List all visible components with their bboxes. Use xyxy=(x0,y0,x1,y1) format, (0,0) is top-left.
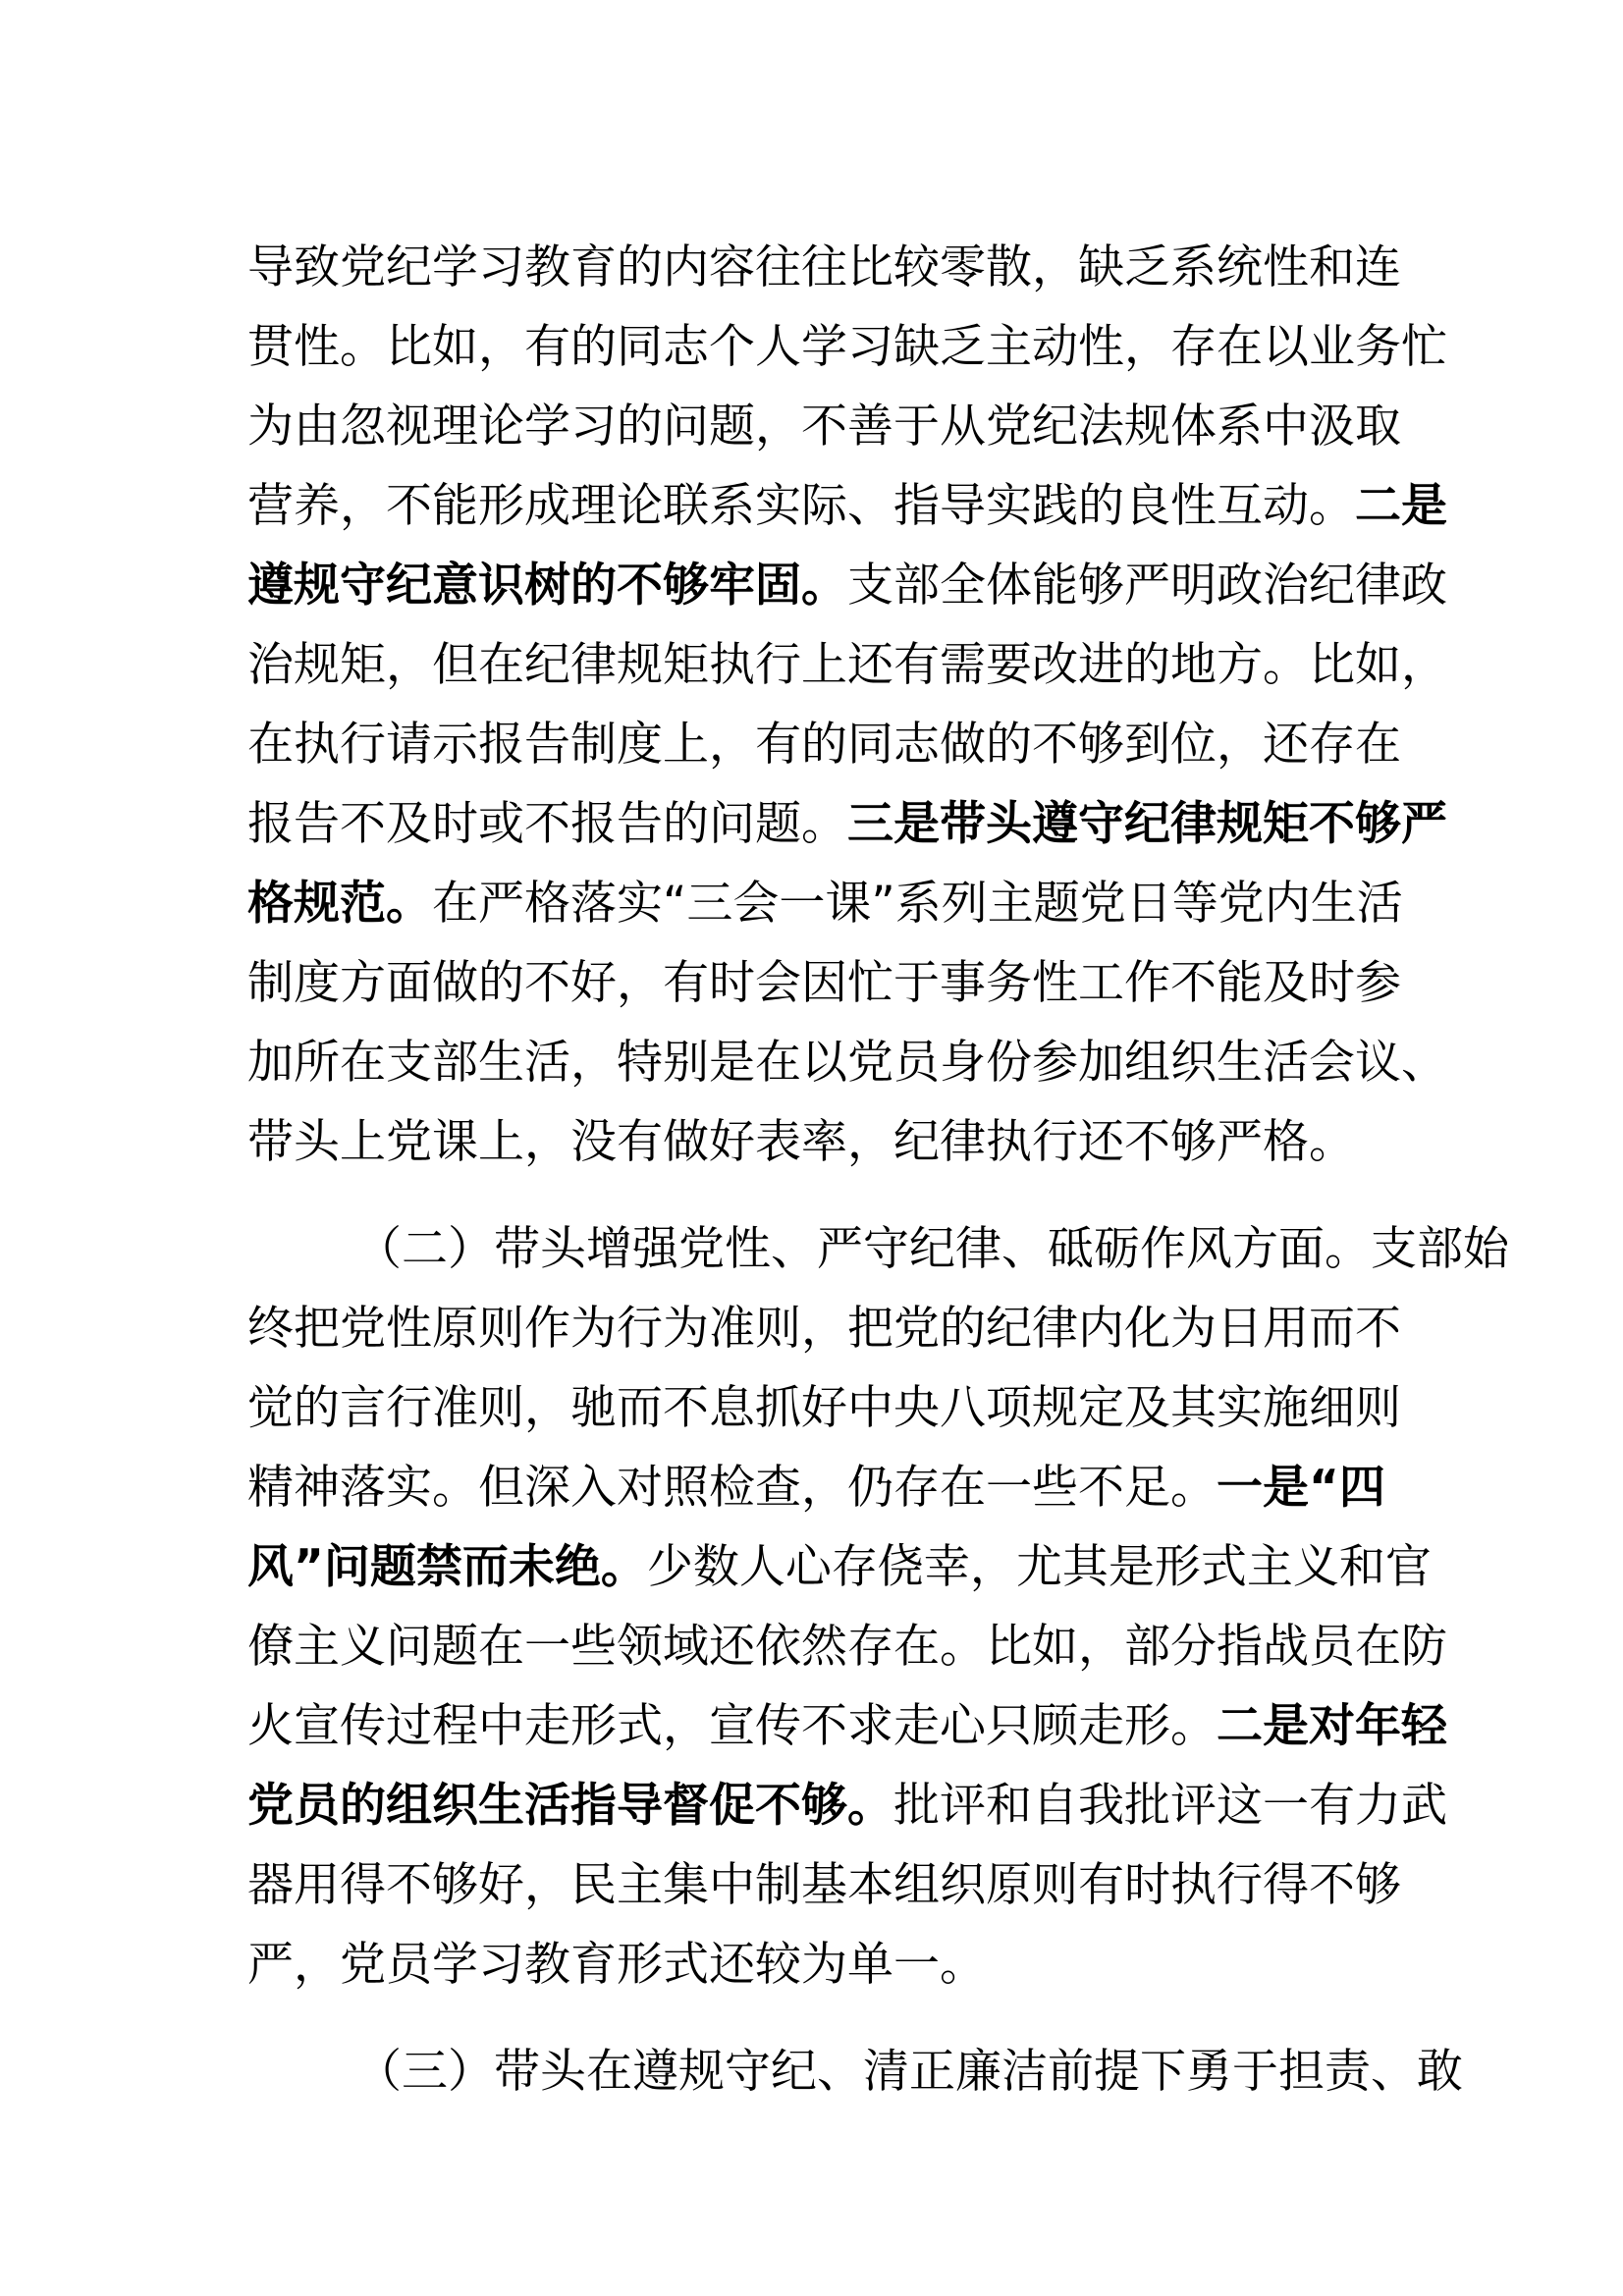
text-line xyxy=(247,2032,1463,2111)
text-segment: 觉的言行准则，驰而不息抓好中央八项规定及其实施细则 xyxy=(247,1381,1401,1435)
text-segment: 导致党纪学习教育的内容往往比较零散，缺乏系统性和连 xyxy=(247,240,1401,294)
text-line xyxy=(247,1289,1401,1368)
text-segment: 加所在支部生活，特别是在以党员身份参加组织生活会议、 xyxy=(247,1036,1447,1090)
text-segment: 终把党性原则作为行为准则，把党的纪律内化为日用而不 xyxy=(247,1302,1401,1356)
bold-text-segment: 风”问题禁而未绝。 xyxy=(247,1540,647,1594)
text-line xyxy=(247,705,1401,784)
text-segment: 在严格落实“三会一课”系列主题党日等党内生活 xyxy=(432,877,1403,931)
text-line xyxy=(247,1845,1401,1925)
bold-text-segment: 三是带头遵守纪律规矩不够严 xyxy=(847,797,1447,851)
text-segment: 制度方面做的不好，有时会因忙于事务性工作不能及时参 xyxy=(247,956,1401,1010)
bold-text-segment: 党员的组织生活指导督促不够。 xyxy=(247,1779,893,1833)
text-segment: 少数人心存侥幸，尤其是形式主义和官 xyxy=(646,1540,1432,1594)
text-line xyxy=(247,1368,1401,1448)
text-segment: 批评和自我批评这一有力武 xyxy=(893,1779,1447,1833)
text-line xyxy=(247,1925,1386,2004)
text-line xyxy=(247,1023,1447,1102)
text-segment: 营养，不能形成理论联系实际、指导实践的良性互动。 xyxy=(247,479,1355,533)
text-line xyxy=(247,1102,1386,1182)
bold-text-segment: 二是 xyxy=(1355,479,1447,533)
text-segment: 为由忽视理论学习的问题，不善于从党纪法规体系中汲取 xyxy=(247,400,1401,454)
text-segment: 报告不及时或不报告的问题。 xyxy=(247,797,847,851)
text-line xyxy=(247,864,1403,943)
text-line xyxy=(247,307,1447,387)
text-segment: （二）带头增强党性、严守纪律、砥砺作风方面。支部始 xyxy=(355,1222,1509,1276)
text-line xyxy=(247,466,1447,546)
text-segment: 在执行请示报告制度上，有的同志做的不够到位，还存在 xyxy=(247,718,1401,772)
text-segment: 僚主义问题在一些领域还依然存在。比如，部分指战员在防 xyxy=(247,1620,1447,1674)
text-line xyxy=(247,784,1447,864)
bold-text-segment: 二是对年轻 xyxy=(1217,1699,1447,1753)
text-line xyxy=(247,387,1401,466)
text-line xyxy=(247,1766,1447,1845)
text-line xyxy=(247,228,1401,307)
text-segment: （三）带头在遵规守纪、清正廉洁前提下勇于担责、敢 xyxy=(355,2045,1463,2099)
text-line xyxy=(247,943,1401,1023)
bold-text-segment: 格规范。 xyxy=(247,877,432,931)
text-segment: 严，党员学习教育形式还较为单一。 xyxy=(247,1938,986,1992)
text-segment: 器用得不够好，民主集中制基本组织原则有时执行得不够 xyxy=(247,1858,1401,1912)
bold-text-segment: 遵规守纪意识树的不够牢固。 xyxy=(247,559,847,613)
text-line xyxy=(247,1607,1447,1686)
text-line xyxy=(247,1527,1432,1607)
text-segment: 火宣传过程中走形式，宣传不求走心只顾走形。 xyxy=(247,1699,1217,1753)
text-segment: 精神落实。但深入对照检查，仍存在一些不足。 xyxy=(247,1461,1217,1515)
text-segment: 带头上党课上，没有做好表率，纪律执行还不够严格。 xyxy=(247,1115,1355,1169)
text-segment: 治规矩，但在纪律规矩执行上还有需要改进的地方。比如， xyxy=(247,638,1447,692)
text-segment: 贯性。比如，有的同志个人学习缺乏主动性，存在以业务忙 xyxy=(247,320,1447,374)
text-segment: 支部全体能够严明政治纪律政 xyxy=(847,559,1447,613)
bold-text-segment: 一是“四 xyxy=(1217,1461,1385,1515)
text-line xyxy=(247,1209,1509,1289)
text-line xyxy=(247,546,1447,625)
document-body xyxy=(247,228,1509,2111)
text-line xyxy=(247,1686,1447,1766)
text-line xyxy=(247,1448,1386,1527)
text-line xyxy=(247,625,1447,705)
